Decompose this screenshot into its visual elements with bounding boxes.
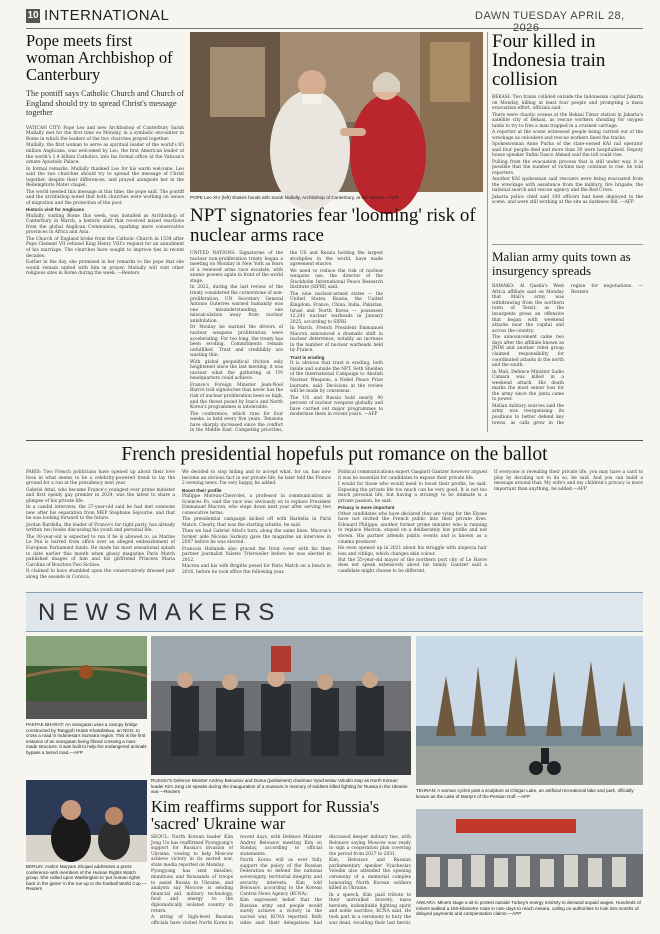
russia-photo-image: [151, 636, 411, 775]
french-subhead: Boost their profile: [182, 487, 222, 493]
nuclear-subhead: Trust is eroding: [290, 354, 325, 360]
pope-photo-image: [190, 32, 483, 192]
masthead: [26, 7, 643, 34]
nuclear-paragraph: In 2022, during the last review of the treaty considered the cornerstone of non-proliferation, UN Secretary General Antonio Guterres warned humanity was one misunderstanding, one miscalculation away from nuclear annihilation.: [190, 285, 283, 324]
french-paragraph: The 30-year-old is expected to run if he is allowed to, as Marine Le Pen is barred from office over an alleged embezzlement of European Parliament funds. He made his most sensational splash to date earlier this month when glossy magazine Paris Match published images of him and his girlfriend Princess Maria Carolina of Bourbon-Two Sicilies.: [26, 534, 175, 568]
kim-paragraph: North Korea will as ever fully support the policy of the Russian Federation to defend the national sovereignty, territorial integrity and security interests, Kim told Belousov, according to the Korean Central News Agency (KCNA).: [240, 858, 322, 897]
section-title: INTERNATIONAL: [44, 7, 170, 24]
indonesia-paragraph: Pulling from the evacuation process that is still under way, it is possible that the number of victims may continue to rise, he told reporters.: [492, 159, 643, 176]
french-paragraph: But the 55-year-old mayor of the northern port city of Le Havre does not speak extensively about his family. Gantzer said a candidate might choose to be different.: [338, 557, 487, 575]
malian-paragraph: In Mali, Defence Minister Sadio Camara was killed in a weekend attack. His death marks the most senior loss for the army since the junta came to power.: [492, 369, 564, 403]
indonesia-paragraph: Another KAI spokesman said rescuers were being evacuated from the wreckage with assistance from the military, fire brigade, the national search and rescue agency and the Red Cross.: [492, 177, 643, 194]
pope-paragraph: VATICAN CITY: Pope Leo and new Archbishop of Canterbury Sarah Mullally met for the first time on Monday, in a symbolic encounter in Rome in which the leaders of the two churches prayed together.: [26, 125, 184, 142]
indonesia-body: [492, 95, 643, 241]
column-divider: [487, 32, 488, 432]
french-paragraph: Francois Hollande also graced the front cover with his then partner journalist Valerie Trierweiler before he was elected in 2012.: [182, 546, 331, 563]
pope-paragraph: The Church of England broke from the Catholic Church in 1534 after Pope Clement VII refused King Henry VIII's request for an annulment of his marriage. The churches have sought to improve ties in recent decades.: [26, 236, 184, 259]
french-paragraph: I would for those who would need to boost their profile, he said. Exposing the private life too much can be very good. It is not too much personal life, but having a strategy to be intimate is a private passion, he said.: [338, 481, 487, 504]
nuclear-paragraph: Dr Moulay he warned the drivers of nuclear weapons proliferation were accelerating. For too long, the treaty has been eroding. Commitments remain unfulfilled. Trust and credibility are wasting thin.: [190, 325, 283, 359]
nuclear-paragraph: We need to reduce the risk of nuclear weapons use, the director of the Stockholm International Peace Research Institute (SIPRI) said.: [290, 268, 383, 291]
french-paragraph: Gabriel Attal, who became France's youngest ever prime minister and first openly gay premier in 2024, was the latest to share a glimpse of his private life.: [26, 487, 175, 504]
french-paragraph: If everyone is revealing their private life, you may have a card to play by deciding not to do so, he said. And you can build a message around that: My wife's and my children's privacy is more important than anything, he added.—AFP: [494, 470, 643, 492]
pakpak-photo-image: [26, 636, 147, 719]
pope-story: [26, 32, 184, 434]
nuclear-paragraph: In March, French President Emmanuel Macron announced a dramatic shift in nuclear deterrence, notably an increase in the number of nuclear warheads held by France.: [290, 326, 383, 354]
french-body: [26, 470, 643, 584]
kim-story: [151, 798, 411, 930]
tehran-photo-image: [416, 636, 643, 785]
page-number: 10: [27, 10, 39, 21]
nuclear-paragraph: The conference, which runs for four weeks, is held every five years. Tensions have sharply increased since the conflict in the Middle East. Competing priorities, the US and Russia holding the largest stockpiles in the world, have made agreement elusive.: [190, 251, 383, 434]
kim-paragraph: Pyongyang has sent missiles, munitions and thousands of troops to assist Russia in Ukraine, and analysts say Moscow is sending financial aid, military technology, food and energy to the diplomatically isolated country in return.: [151, 869, 233, 914]
pope-subhead: Historic visit for Anglicans: [26, 207, 85, 213]
kim-paragraph: A string of high-level Russian officials have visited North Korea in recent days, with Defence Minister Andrey Belousov meeting Kim on Sunday, according to official statements.: [151, 835, 322, 926]
nuclear-paragraph: France's Foreign Minister Jean-Noel Barrot told signatories that never has the risk of nuclear proliferation been so high, and the threat posed by Iran's and North Korea's programmes is intolerable.: [190, 382, 283, 411]
berlin-photo-image: [26, 780, 147, 862]
kim-headline: Kim reaffirms support for Russia's 'sacred' Ukraine war: [151, 797, 380, 833]
indonesia-paragraph: BEKASI: Two trains collided outside the Indonesian capital Jakarta on Monday, killing at least four people and prompting a mass evacuation effort, officials said.: [492, 95, 643, 112]
french-paragraph: Political communications expert Gaspard Gantzer however argued it was no essential for candidates to expose their private life.: [338, 470, 487, 481]
kim-paragraph: Kim expressed belief that the Russian army and people would surely achieve a victory in the sacred war, KCNA reported. Both sides said their delegations had discussed deeper military ties, with Belousov saying Moscow was ready to sign a cooperation plan covering the period from 2027 to 2031.: [240, 835, 411, 926]
nuclear-paragraph: UNITED NATIONS: Signatories of the nuclear non-proliferation treaty began a meeting on Monday in New York as fears of a renewed arms race escalate, with atomic powers again in front of the world stage.: [190, 251, 283, 284]
tehran-caption: TEHRAN: A woman cycles past a sculpture at Chitgar Lake, an artificial recreational lake and park, officially known as the Lake of Martyrs of the Persian Gulf.—AFP: [416, 788, 634, 799]
nuclear-story: [190, 206, 483, 434]
issue-date: TUESDAY APRIL 28, 2026: [513, 10, 625, 34]
newsmakers-title: NEWSMAKERS: [38, 599, 282, 626]
ankara-caption: ANKARA: Miners stage a sit-in protest outside Turkey's energy ministry to demand unpaid wages. Hundreds of miners walked a 160-kilometre route in nine days to reach Ankara, calling on authorities to look into months of delayed payments and compensation claims.—AFP: [416, 900, 641, 917]
french-paragraph: We decided to stop hiding and to accept what, for us, has now become an obvious fact in our private life, he later told the France 2 evening news. I'm very happy, he added.: [182, 470, 331, 487]
indonesia-paragraph: Spokeswoman Anne Purba of the state-owned KAI rail operator said four people died and more than 30 were hospitalised. Deputy house speaker Sufmi Dasco Ahmad said the toll could rise.: [492, 142, 643, 159]
kim-body: [151, 835, 411, 927]
kim-paragraph: Kim, Belousov and Russian parliamentary speaker Vyacheslav Volodin also attended the opening ceremony of a memorial complex honouring North Korean soldiers killed in Ukraine.: [329, 858, 411, 892]
pope-paragraph: The world needed this message at this time, the pope said. The pontiff and the archbishop noted that both churches were working on issues of migration and the protection of the poor.: [26, 189, 184, 206]
french-paragraph: The presidential campaign kicked off with Bardella in Paris Match. Clearly, that was the starting whistle, he said.: [182, 517, 331, 528]
french-paragraph: Then we had Gabriel Attal's turn, along the same lines. Macron's former aide Nicolas Sarkozy gave the magazine an interview in 2007 before he was elected.: [182, 529, 331, 546]
french-paragraph: He even opened up in 2021 about his struggle with alopecia hair loss and vitiligo, which changes skin colour.: [338, 545, 487, 557]
pope-paragraph: Mullally, visiting Rome this week, was installed as Archbishop of Canterbury in March, a historic shift that received mixed reactions from the global Anglican Communion, sparking more conservative provinces in Africa and Asia.: [26, 213, 184, 236]
indonesia-story: [492, 32, 643, 240]
french-subhead: Privacy is more important: [338, 505, 395, 511]
pakpak-photo: [26, 636, 147, 719]
story-divider: [492, 244, 643, 245]
nuclear-paragraph: The nine nuclear-armed states — the United States, Russia, the United Kingdom, France, China, India, Pakistan, Israel and North Korea — possessed 12,241 nuclear warheads in January 2025, according to SIPRI.: [290, 291, 383, 325]
pope-paragraph: In formal remarks, Mullally thanked Leo for his warm welcome. Leo said the two churches should try to spread the message of Christ together, despite their differences, and prayed alongside her in the Redemptoris Mater chapel.: [26, 166, 184, 189]
french-paragraph: Other candidates who have declared they are vying for the Elysee have not invited the French public into their private lives. Edouard Philippe, another former prime minister who is running to replace Macron, stayed on a deliberately low profile and not shown. His partner attends public events and is known as a cinema producer.: [338, 511, 487, 545]
nuclear-paragraph: The US and Russia hold nearly 90 percent of nuclear weapons globally and have carried out major programmes to modernise them in recent years. —AFP: [290, 395, 383, 418]
kim-paragraph: SEOUL: North Korean leader Kim Jong Un has reaffirmed Pyongyang's support for Russia's invasion of Ukraine, vowing to help Moscow achieve victory in its sacred war, state media reported on Monday.: [151, 835, 233, 868]
paper-name: DAWN: [475, 10, 511, 22]
pope-photo-caption: POPE Leo XIV (left) shakes hands with Sarah Mullally, Archbishop of Canterbury, at the Vatican.—AFP: [190, 195, 399, 200]
pope-paragraph: Earlier in the day, she promised in her remarks to the pope that she would remain united with him in prayer. Mullally will visit other religious sites in Rome during the week. —Reuters: [26, 260, 184, 277]
malian-paragraph: Malian military sources said the army was reorganising its positions to better defend key towns, as calls grow in the region for negotiations. —Reuters: [492, 284, 643, 426]
russia-caption: RUSSIA'S Defence Minister Andrey Belousov and Duma (parliament) chairman Vyacheslav Volodin stop as North Korean leader Kim Jong Un speaks during the inauguration of a museum in memory of soldiers killed fighting for Russia in the Ukraine war.—Reuters: [151, 778, 408, 795]
malian-body: [492, 284, 643, 432]
pope-paragraph: Mullally, the first woman to serve as spiritual leader of the world's 85 million Anglicans, was welcomed by Leo, the first American leader of the world's 1.4 billion Catholics, into his formal office at the Vatican's ornate Apostolic Palace.: [26, 143, 184, 166]
newsmakers-banner: [26, 592, 643, 632]
pakpak-caption: PAKPAK BHARAT: An orangutan uses a canopy bridge constructed by Tanggoh Hutan Khatulistiwa, an NGO, to cross a road in Indonesia's Sumatra region. This is the first instance of an orangutan being filmed crossing a man-made structure. It was built to help the endangered animals bypass a tarred road.—AFP: [26, 722, 147, 755]
indonesia-headline: Four killed in Indonesia train collision: [492, 31, 606, 90]
french-headline: French presidential hopefuls put romance on the ballot: [121, 444, 548, 465]
malian-paragraph: The announcement came two days after the affiliate known as JNIM and another rebel group claimed responsibility for coordinated attacks in the north and the south.: [492, 335, 564, 369]
pope-body: [26, 126, 184, 421]
french-paragraph: Philippe Moreau-Chevrolet, a professor in communication at Sciences Po, said the race was obviously on to replace President Emmanuel Macron, who steps down next year after serving two consecutive terms.: [182, 493, 331, 516]
indonesia-paragraph: There were chaotic scenes at the Bekasi Timur station in Jakarta's satellite city of Bekasi, as rescue workers shouting for oxygen tanks to try to free a man trapped in a crushed carriage.: [492, 112, 643, 129]
section-rule: [26, 440, 643, 441]
french-paragraph: Macron and his wife Brigitte posed for Paris Match on a beach in 2016, before he took office the following year.: [182, 564, 331, 575]
malian-paragraph: BAMAKO: Al Qaeda's West Africa affiliate said on Monday that Mali's army was withdrawing from the northern town of Tessit, as the insurgents press an offensive that began with weekend attacks near the capital and across the country.: [492, 284, 564, 334]
french-paragraph: Jordan Bardella, the leader of France's far-right party, has already written two books discussing his youth and personal life.: [26, 522, 175, 534]
berlin-photo: [26, 780, 147, 862]
berlin-caption: BERLIN: Author Maryam Shojaei addresses a press conference with members of the Human Rights Watch group. She called upon Washington to 'put human rights back in the game' in the run-up to the football World Cup.—Reuters: [26, 864, 147, 892]
french-story: [26, 444, 643, 586]
ankara-photo-image: [416, 809, 643, 897]
french-paragraph: In a candid interview, the 37-year-old said he had met someone new after his separation from MEP Stephane Sejourne, and that he was looking forward to the future.: [26, 505, 175, 522]
pope-photo: [190, 32, 483, 192]
pope-headline: Pope meets first woman Archbishop of Canterbury: [26, 31, 173, 84]
ankara-photo: [416, 809, 643, 897]
french-paragraph: PARIS: Two French politicians have opened up about their love lives in what seems to be a celebrity-powered trend to lay the ground for a run at the presidency next year.: [26, 470, 175, 487]
russia-photo: [151, 636, 411, 775]
indonesia-paragraph: A reporter at the scene witnessed people being carried out of the wreckage as onlookers and rescue workers lined the tracks.: [492, 130, 643, 141]
malian-headline: Malian army quits town as insurgency spreads: [492, 249, 631, 278]
malian-story: [492, 250, 643, 434]
indonesia-paragraph: Jakarta police chief said 100 officers had been deployed to the scene, and were still working at the site as darkness fell. —AFP: [492, 194, 643, 206]
nuclear-paragraph: With global geopolitical friction only heightened since the last meeting, it was unclear what the gathering at UN headquarters could achieve.: [190, 359, 283, 382]
french-paragraph: It claimed to have stumbled upon the conservatively dressed pair along the seaside in Corsica.: [26, 569, 175, 580]
kim-paragraph: In a speech, Kim paid tribute to their unrivalled bravery, mass heroism, indomitable fighting spirit and noble sacrifice, KCNA said. He took part in a ceremony to bury the war dead, recalling their last heroic: [329, 892, 411, 926]
nuclear-headline: NPT signatories fear 'looming' risk of nuclear arms race: [190, 205, 476, 246]
tehran-photo: [416, 636, 643, 785]
pope-standfirst: The pontiff says Catholic Church and Church of England should try to spread Christ's message together: [26, 89, 184, 118]
nuclear-body: [190, 251, 483, 434]
nuclear-paragraph: It is obvious that trust is eroding, both inside and outside the NPT, Seth Shelden of the International Campaign to Abolish Nuclear Weapons, a Nobel Peace Prize laureate, said. Decisions at the review will be made by consensus.: [290, 361, 383, 395]
